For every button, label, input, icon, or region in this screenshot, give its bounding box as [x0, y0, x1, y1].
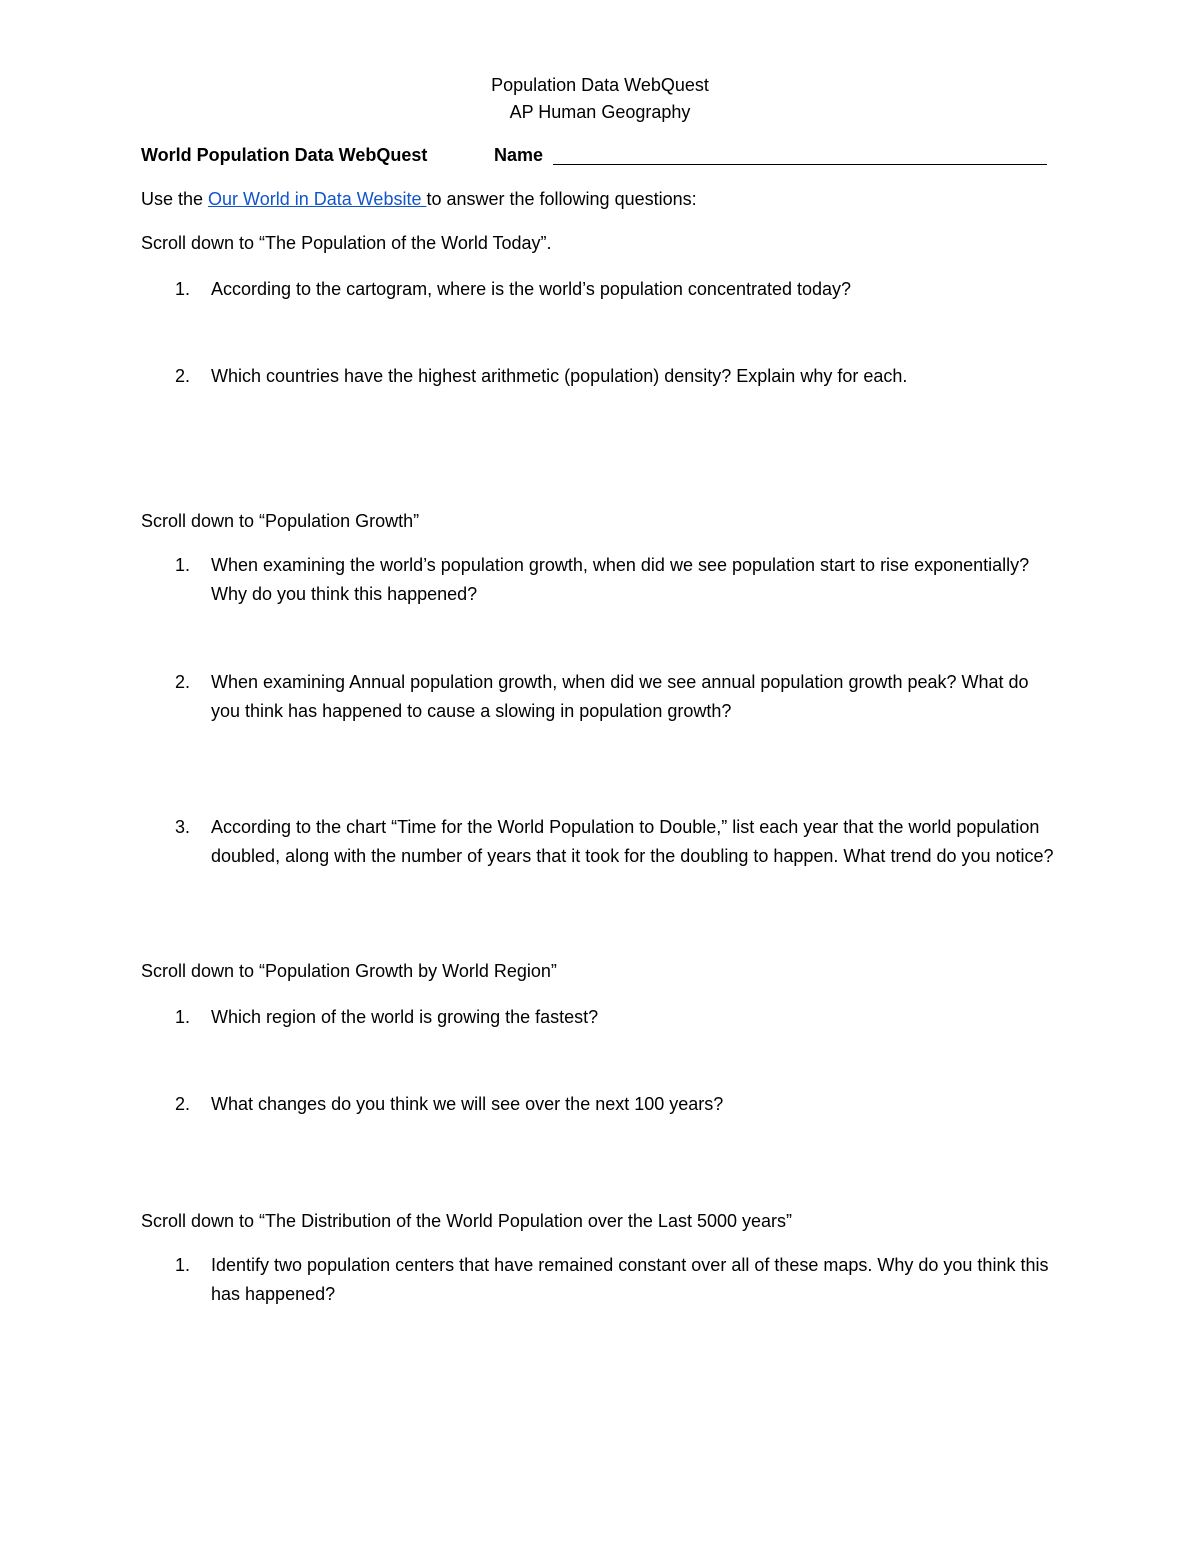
document-subtitle: AP Human Geography	[509, 102, 691, 122]
name-blank-line[interactable]	[553, 164, 1047, 165]
question-number: 2.	[175, 366, 191, 386]
question-number: 1.	[175, 279, 191, 299]
question-text: Identify two population centers that have remained constant over all of these maps. Why do you think this has happened?	[211, 1255, 1049, 1304]
section-heading: Scroll down to “The Population of the World Today”.	[141, 233, 552, 253]
intro-after: to answer the following questions:	[426, 189, 697, 209]
question-text: When examining Annual population growth, when did we see annual population growth peak? What do you think has happened to cause a slowing in population growth?	[211, 672, 1029, 721]
question-text: Which region of the world is growing the fastest?	[211, 1007, 599, 1027]
worksheet-label: World Population Data WebQuest	[141, 145, 428, 165]
section-heading: Scroll down to “The Distribution of the World Population over the Last 5000 years”	[141, 1211, 793, 1231]
question-number: 2.	[175, 672, 191, 692]
intro-before: Use the	[141, 189, 209, 209]
question-text: What changes do you think we will see over the next 100 years?	[211, 1094, 724, 1114]
section-heading: Scroll down to “Population Growth”	[141, 511, 420, 531]
our-world-in-data-link[interactable]: Our World in Data Website	[208, 189, 427, 209]
question-text: When examining the world’s population growth, when did we see population start to rise exponentially? Why do you think this happened?	[211, 555, 1030, 604]
question-number: 1.	[175, 1255, 191, 1275]
intro-text	[141, 185, 697, 213]
question-text: Which countries have the highest arithmetic (population) density? Explain why for each.	[211, 366, 908, 386]
section-heading: Scroll down to “Population Growth by World Region”	[141, 961, 557, 981]
document-title: Population Data WebQuest	[491, 75, 709, 95]
question-number: 1.	[175, 555, 191, 575]
question-number: 3.	[175, 817, 191, 837]
question-number: 2.	[175, 1094, 191, 1114]
question-number: 1.	[175, 1007, 191, 1027]
name-label: Name	[494, 145, 544, 165]
question-text: According to the chart “Time for the World Population to Double,” list each year that the world population doubled, along with the number of years that it took for the doubling to happen. What trend do you notice?	[211, 817, 1054, 866]
question-text: According to the cartogram, where is the world’s population concentrated today?	[211, 279, 852, 299]
